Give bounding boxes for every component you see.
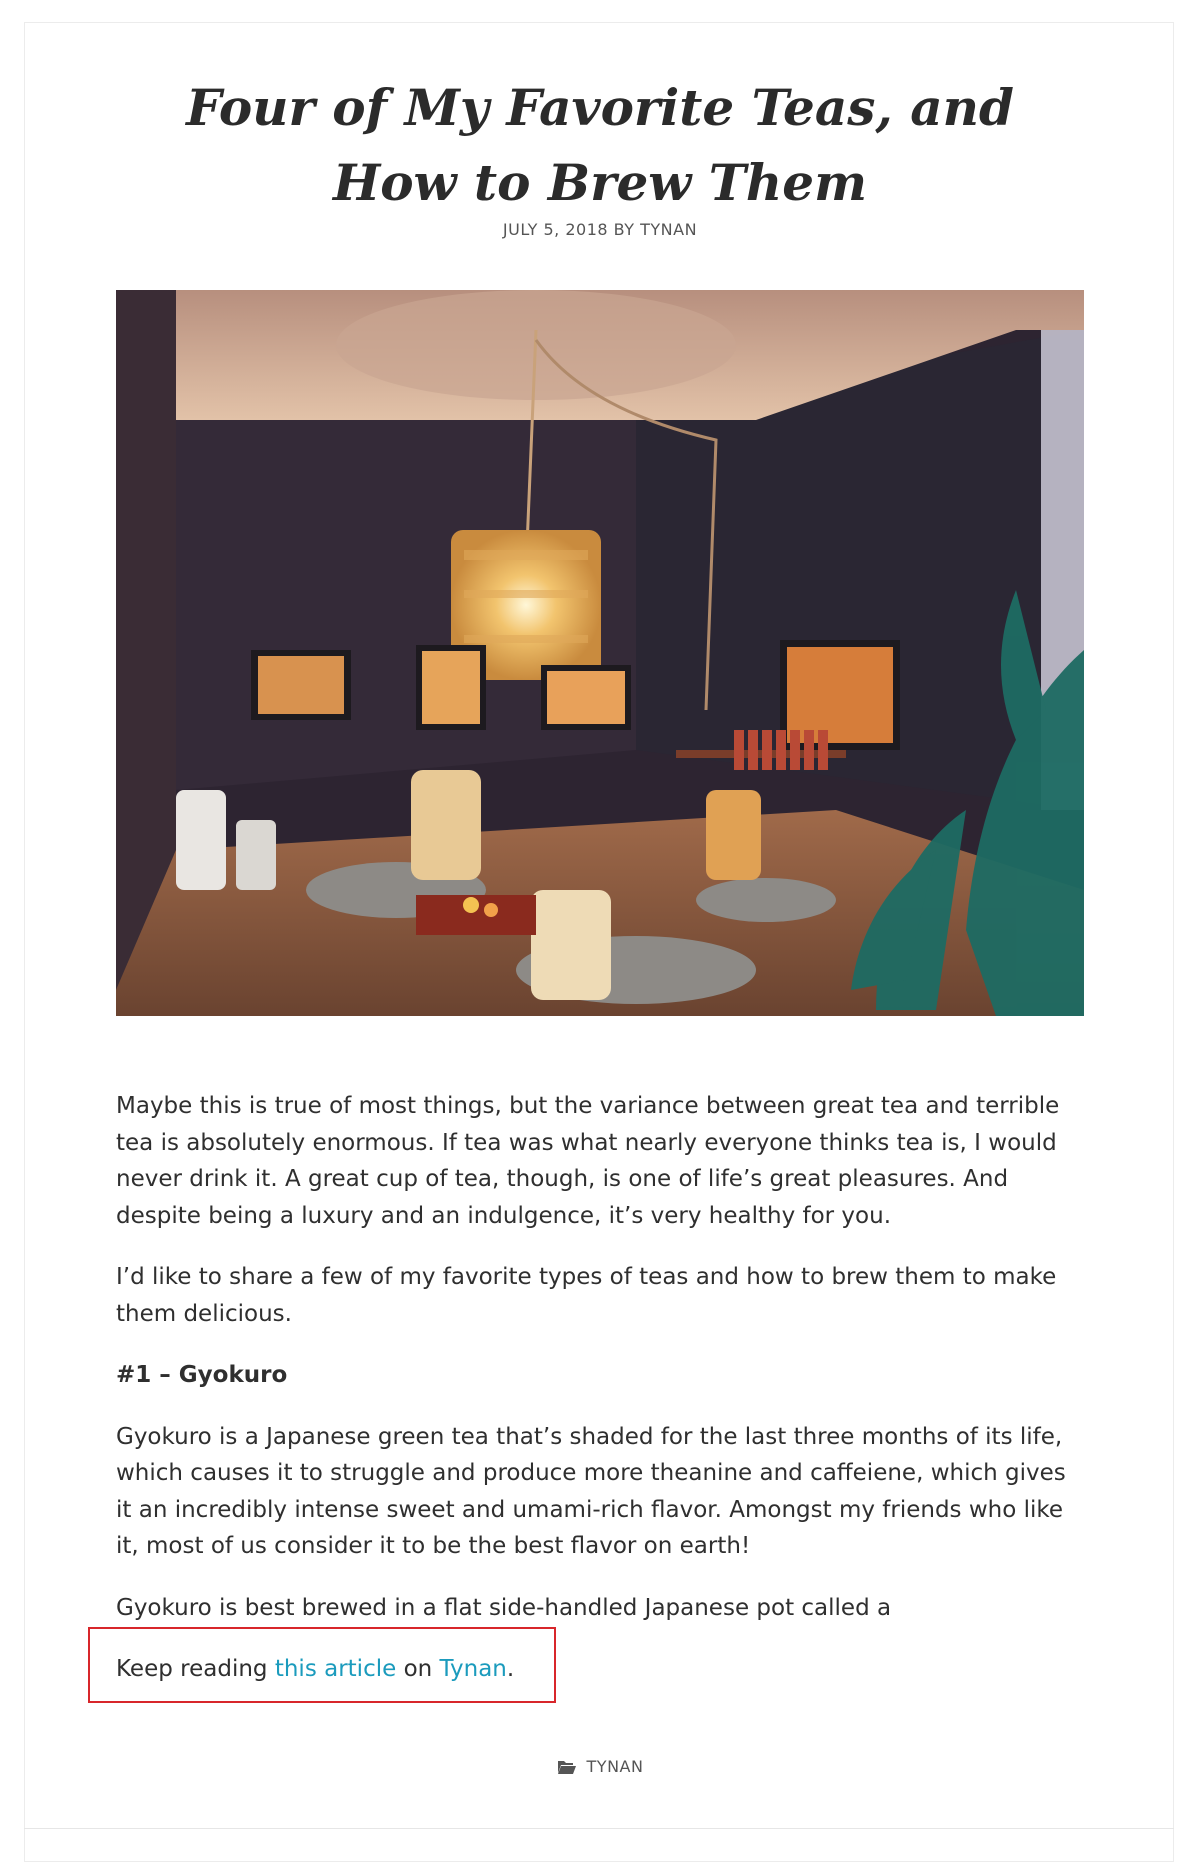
hero-image <box>116 290 1084 1016</box>
keep-reading-middle: on <box>396 1656 440 1682</box>
paragraph-gyokuro-brew: Gyokuro is best brewed in a flat side-handled Japanese pot called a <box>116 1594 892 1621</box>
post-meta-by: BY <box>608 220 641 239</box>
post-content <box>116 1088 1084 1713</box>
post-category <box>0 1757 1200 1779</box>
this-article-link[interactable]: this article <box>274 1656 397 1682</box>
post-meta <box>116 220 1084 239</box>
post-date[interactable]: JULY 5, 2018 <box>502 220 609 239</box>
card-bottom-divider <box>24 1828 1174 1829</box>
keep-reading-prefix: Keep reading <box>116 1656 275 1682</box>
keep-reading-suffix: . <box>506 1656 515 1682</box>
post-title: Four of My Favorite Teas, and How to Brew Them <box>186 78 1014 212</box>
tynan-site-link[interactable]: Tynan <box>439 1656 507 1682</box>
folder-open-icon <box>557 1759 577 1779</box>
post-author[interactable]: TYNAN <box>640 220 698 239</box>
section-heading-gyokuro: #1 – Gyokuro <box>116 1362 288 1388</box>
highlight-annotation-box <box>88 1627 556 1703</box>
paragraph-share: I’d like to share a few of my favorite types of teas and how to brew them to make them delicious. <box>116 1264 1057 1327</box>
paragraph-gyokuro-desc: Gyokuro is a Japanese green tea that’s shaded for the last three months of its life, which causes it to struggle and produce more theanine and caffeiene, which gives it an incredibly intense sweet and umami-rich flavor. Amongst my friends who like it, most of us consider it to be the best flavor on earth! <box>116 1423 1066 1559</box>
category-link[interactable]: TYNAN <box>586 1757 644 1776</box>
paragraph-intro: Maybe this is true of most things, but the variance between great tea and terrible tea is absolutely enormous. If tea was what nearly everyone thinks tea is, I would never drink it. A great cup of tea, though, is one of life’s great pleasures. And despite being a luxury and an indulgence, it’s very healthy for you. <box>116 1093 1060 1229</box>
